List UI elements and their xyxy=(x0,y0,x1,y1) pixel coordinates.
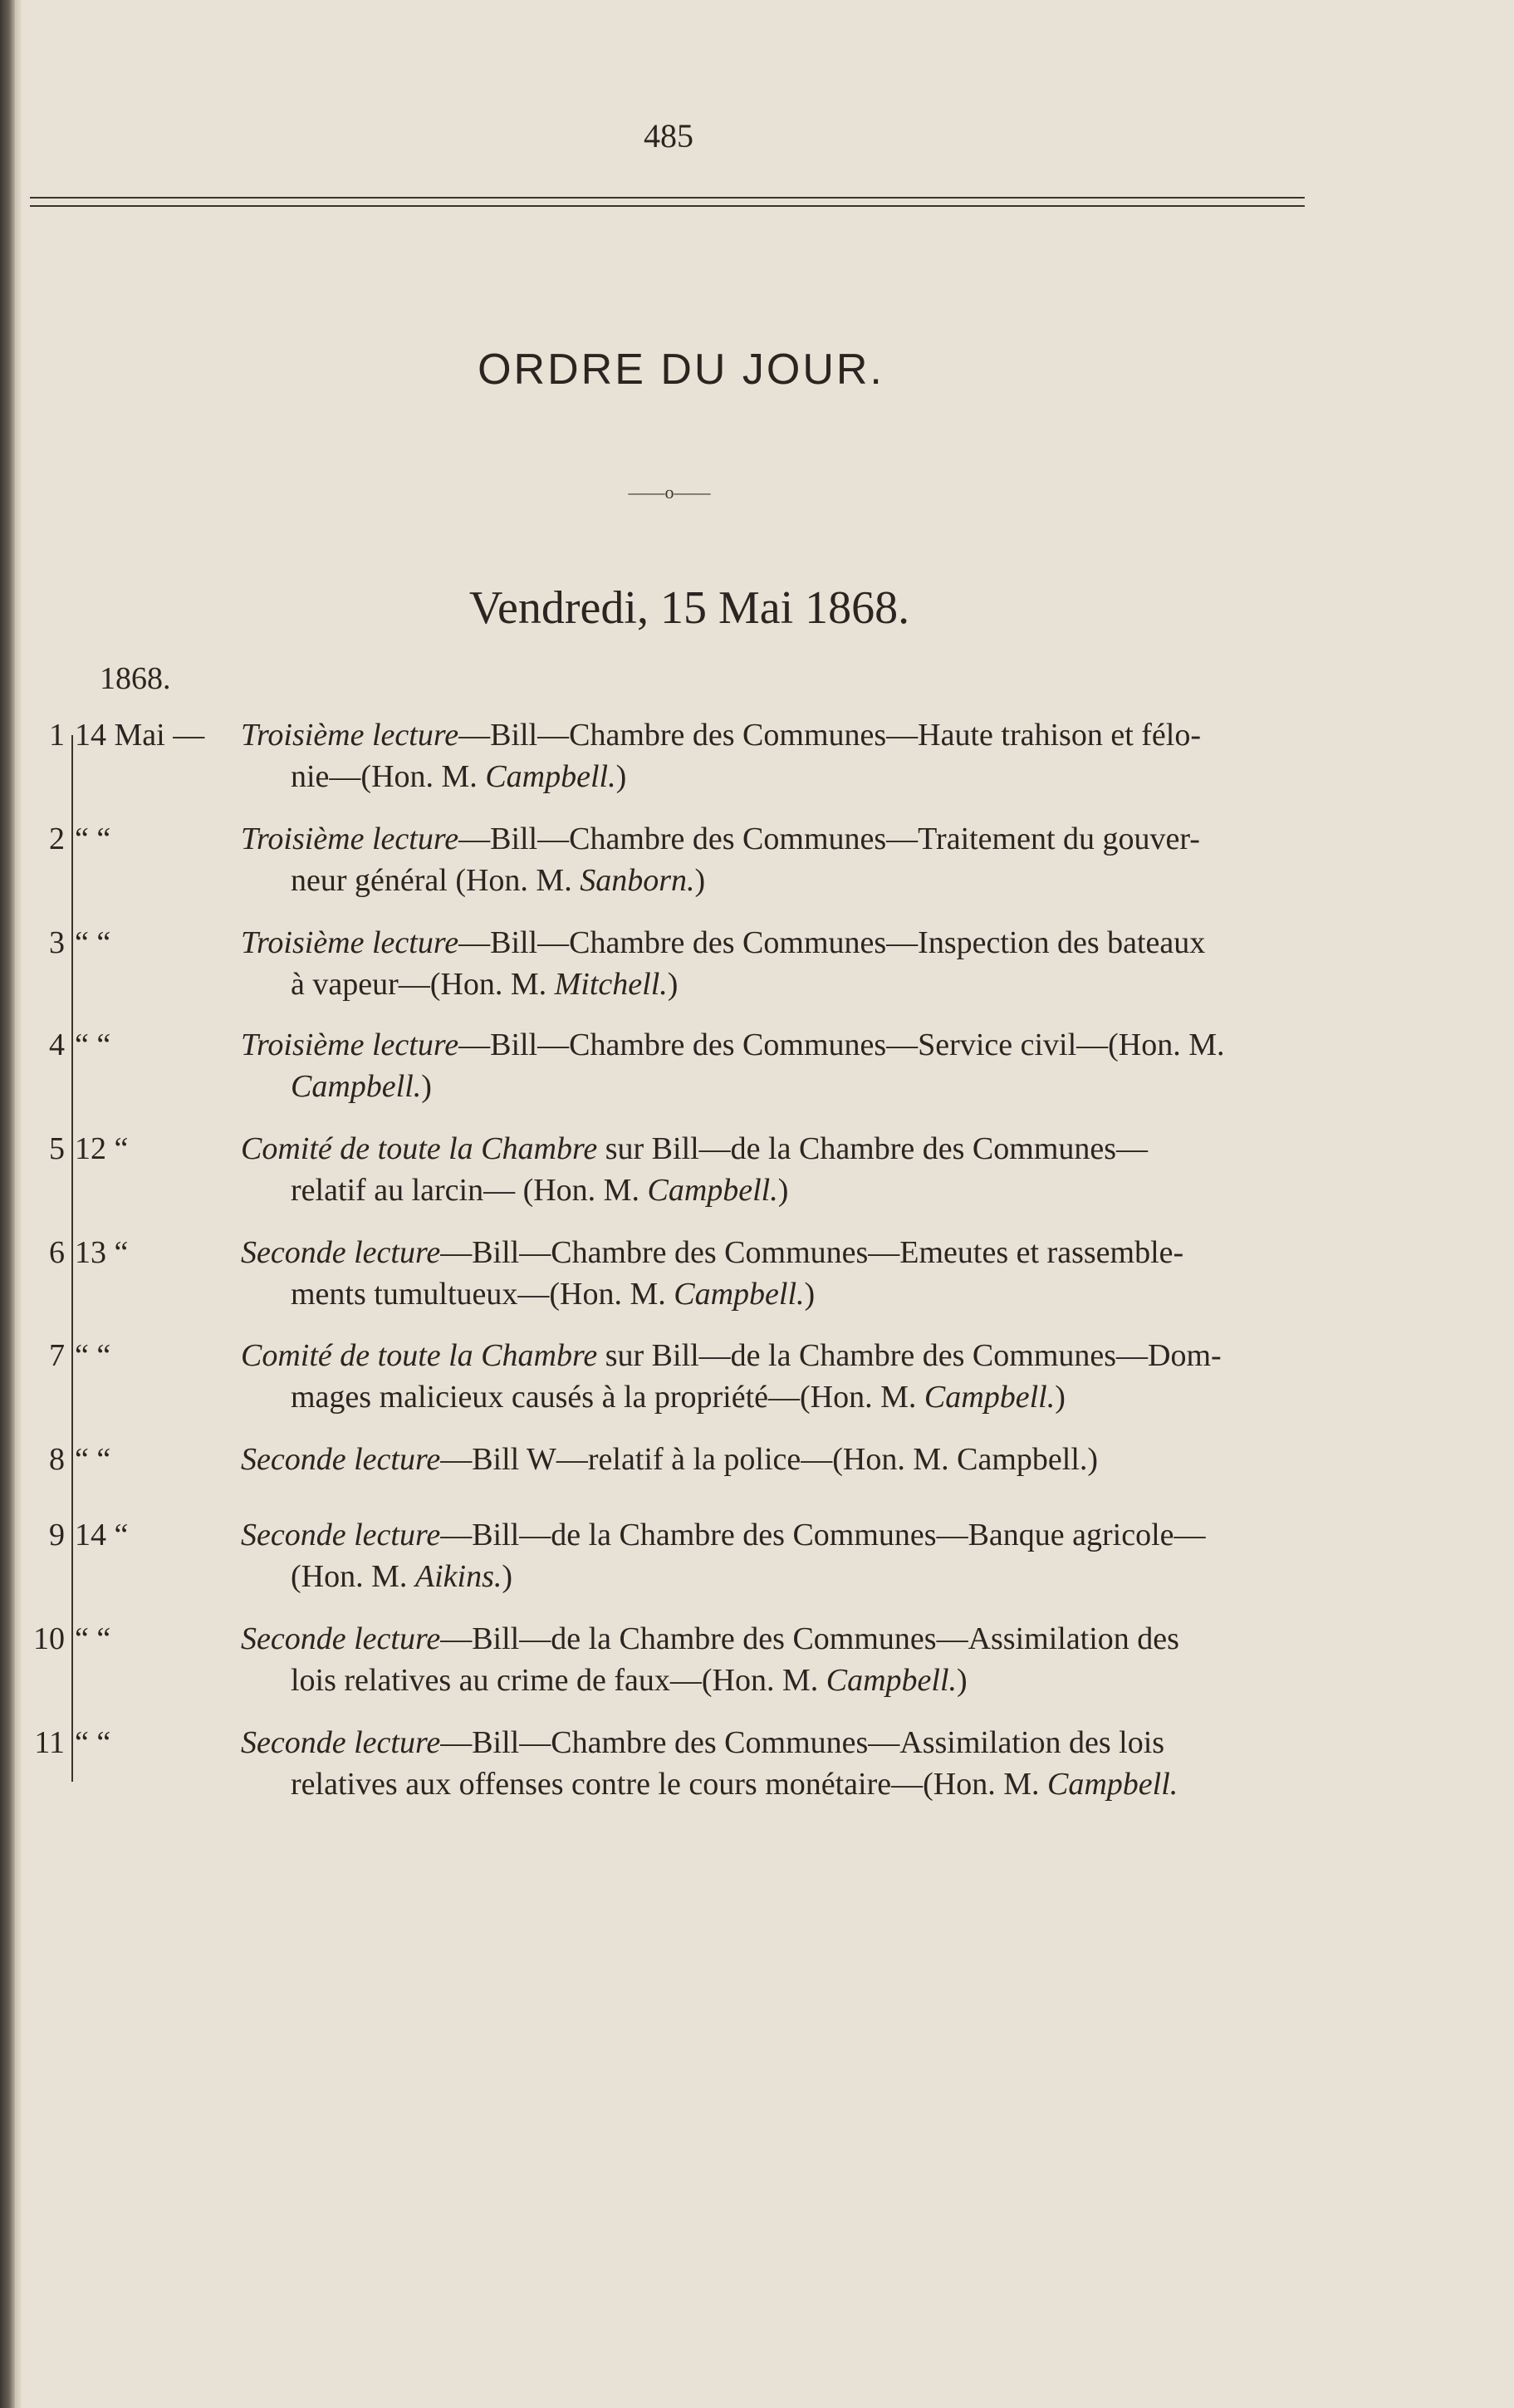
bill-description: sur Bill—de la Chambre des Communes—Dom- xyxy=(597,1338,1222,1373)
date-heading: Vendredi, 15 Mai 1868. xyxy=(468,582,910,634)
bill-description-cont: neur général (Hon. M. xyxy=(291,863,581,898)
item-text xyxy=(241,1618,1329,1701)
bill-description-cont: (Hon. M. xyxy=(291,1559,415,1594)
item-text xyxy=(241,922,1329,1005)
bill-description: —Bill W—relatif à la police—(Hon. M. Campbell.) xyxy=(440,1442,1099,1477)
item-line-2 xyxy=(241,1556,1329,1597)
reading-type: Troisième lecture xyxy=(241,925,459,960)
item-date: “ “ xyxy=(75,1027,111,1062)
reading-type: Comité de toute la Chambre xyxy=(241,1338,598,1373)
item-text xyxy=(241,1232,1329,1315)
closing-paren: ) xyxy=(667,967,679,1002)
item-number: 10 xyxy=(33,1621,65,1656)
bill-description: —Bill—Chambre des Communes—Traitement du gouver- xyxy=(458,821,1200,856)
reading-type: Seconde lecture xyxy=(241,1442,441,1477)
reading-type: Troisième lecture xyxy=(241,821,459,856)
bill-description: —Bill—Chambre des Communes—Emeutes et rassemble- xyxy=(440,1235,1184,1270)
bill-description: —Bill—de la Chambre des Communes—Banque agricole— xyxy=(440,1518,1206,1552)
bill-description: —Bill—Chambre des Communes—Inspection des bateaux xyxy=(458,925,1206,960)
item-number: 2 xyxy=(49,821,65,856)
item-text xyxy=(241,1335,1329,1418)
member-name: Campbell. xyxy=(1047,1767,1178,1802)
item-number: 1 xyxy=(49,718,65,753)
bill-description: sur Bill—de la Chambre des Communes— xyxy=(597,1131,1149,1166)
item-date: “ “ xyxy=(75,1338,111,1373)
item-date: 13 “ xyxy=(75,1235,129,1270)
column-rule xyxy=(71,735,73,1782)
reading-type: Comité de toute la Chambre xyxy=(241,1131,598,1166)
item-number: 7 xyxy=(49,1338,65,1373)
item-date: “ “ xyxy=(75,925,111,960)
header-rule-top xyxy=(30,197,1305,199)
bill-description: —Bill—Chambre des Communes—Assimilation des lois xyxy=(440,1725,1165,1760)
bill-description: —Bill—Chambre des Communes—Service civil—(Hon. M. xyxy=(458,1027,1225,1062)
item-text xyxy=(241,818,1329,901)
page-title: ORDRE DU JOUR. xyxy=(478,346,884,394)
bill-description-cont: lois relatives au crime de faux—(Hon. M. xyxy=(291,1663,826,1698)
item-line-1 xyxy=(241,1131,1148,1166)
item-line-2 xyxy=(241,1660,1329,1701)
member-name: Campbell. xyxy=(485,759,616,794)
reading-type: Seconde lecture xyxy=(241,1235,441,1270)
item-date: 14 “ xyxy=(75,1518,129,1552)
item-text xyxy=(241,1024,1329,1107)
item-number: 9 xyxy=(49,1518,65,1552)
closing-paren: ) xyxy=(615,759,627,794)
item-date: “ “ xyxy=(75,1621,111,1656)
reading-type: Seconde lecture xyxy=(241,1621,441,1656)
item-text xyxy=(241,714,1329,797)
item-text xyxy=(241,1514,1329,1597)
item-line-2 xyxy=(241,964,1329,1005)
item-line-1 xyxy=(241,718,1201,753)
item-line-2 xyxy=(241,860,1329,901)
item-line-1 xyxy=(241,1338,1222,1373)
item-number: 4 xyxy=(49,1027,65,1062)
member-name: Campbell. xyxy=(674,1277,805,1312)
item-line-2 xyxy=(241,1763,1329,1805)
item-line-2 xyxy=(241,1066,1329,1107)
item-line-2 xyxy=(241,1170,1329,1211)
item-line-1 xyxy=(241,1027,1225,1062)
closing-paren: ) xyxy=(694,863,706,898)
member-name: Sanborn. xyxy=(580,863,695,898)
item-number: 11 xyxy=(34,1725,65,1760)
item-text xyxy=(241,1128,1329,1211)
bill-description-cont: relatives aux offenses contre le cours monétaire—(Hon. M. xyxy=(291,1767,1047,1802)
item-number: 8 xyxy=(49,1442,65,1477)
bill-description: —Bill—de la Chambre des Communes—Assimilation des xyxy=(440,1621,1179,1656)
item-line-1 xyxy=(241,1442,1098,1477)
item-date: 14 Mai — xyxy=(75,718,205,753)
bill-description-cont: à vapeur—(Hon. M. xyxy=(291,967,555,1002)
reading-type: Troisième lecture xyxy=(241,718,459,753)
item-number: 6 xyxy=(49,1235,65,1270)
closing-paren: ) xyxy=(421,1069,432,1104)
reading-type: Troisième lecture xyxy=(241,1027,459,1062)
item-text xyxy=(241,1722,1329,1805)
bill-description-cont: mages malicieux causés à la propriété—(Hon. M. xyxy=(291,1380,924,1415)
item-line-1 xyxy=(241,821,1200,856)
bill-description-cont: ments tumultueux—(Hon. M. xyxy=(291,1277,674,1312)
bill-description-cont: relatif au larcin— (Hon. M. xyxy=(291,1173,648,1208)
item-line-1 xyxy=(241,1235,1183,1270)
item-line-1 xyxy=(241,925,1205,960)
item-line-1 xyxy=(241,1621,1179,1656)
item-number: 3 xyxy=(49,925,65,960)
reading-type: Seconde lecture xyxy=(241,1725,441,1760)
closing-paren: ) xyxy=(502,1559,513,1594)
member-name: Mitchell. xyxy=(554,967,668,1002)
item-line-2 xyxy=(241,1273,1329,1315)
member-name: Campbell. xyxy=(924,1380,1056,1415)
item-line-1 xyxy=(241,1518,1206,1552)
item-line-1 xyxy=(241,1725,1164,1760)
reading-type: Seconde lecture xyxy=(241,1518,441,1552)
member-name: Campbell. xyxy=(826,1663,958,1698)
closing-paren: ) xyxy=(957,1663,968,1698)
item-number: 5 xyxy=(49,1131,65,1166)
item-text xyxy=(241,1439,1329,1480)
closing-paren: ) xyxy=(777,1173,789,1208)
member-name: Campbell. xyxy=(647,1173,778,1208)
header-rule-bottom xyxy=(30,205,1305,207)
member-name: Campbell. xyxy=(291,1069,422,1104)
item-date: “ “ xyxy=(75,821,111,856)
item-date: 12 “ xyxy=(75,1131,129,1166)
item-date: “ “ xyxy=(75,1725,111,1760)
bill-description-cont: nie—(Hon. M. xyxy=(291,759,486,794)
year-label: 1868. xyxy=(100,661,171,696)
closing-paren: ) xyxy=(804,1277,816,1312)
closing-paren: ) xyxy=(1055,1380,1066,1415)
page-number: 485 xyxy=(644,117,693,154)
member-name: Aikins. xyxy=(414,1559,502,1594)
item-line-2 xyxy=(241,756,1329,797)
item-line-2 xyxy=(241,1376,1329,1418)
bill-description: —Bill—Chambre des Communes—Haute trahison et félo- xyxy=(458,718,1201,753)
item-date: “ “ xyxy=(75,1442,111,1477)
title-ornament: ——o—— xyxy=(628,482,711,503)
